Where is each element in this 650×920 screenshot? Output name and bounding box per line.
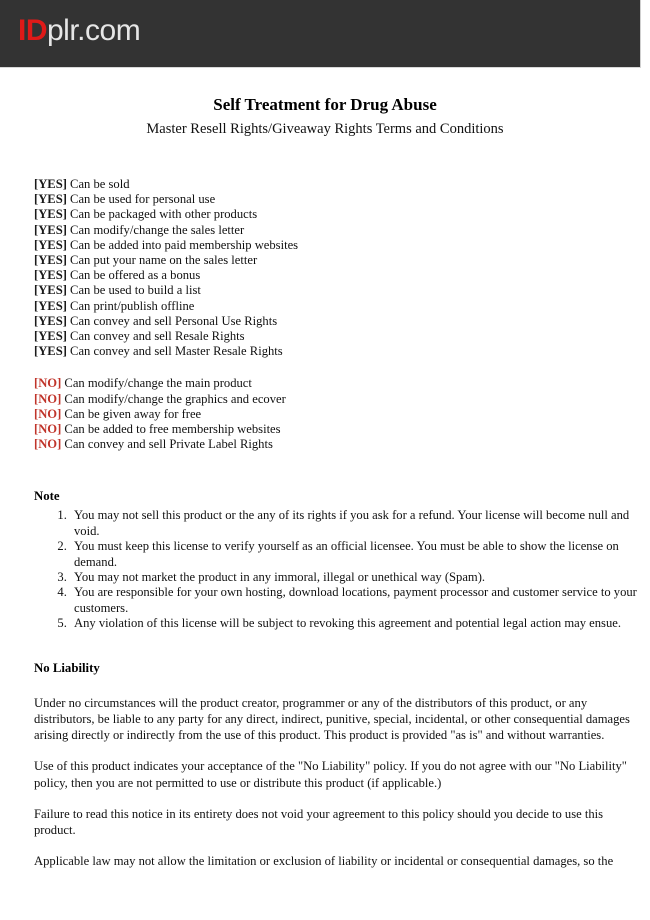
allowed-right-tag: [YES]	[34, 192, 67, 207]
page-title: Self Treatment for Drug Abuse	[213, 95, 437, 114]
liability-paragraph: Use of this product indicates your acceptance of the "No Liability" policy. If you do not agree with our "No Liability" policy, then you are not permitted to use or distribute this product (if applicable.)	[34, 759, 627, 790]
allowed-right-tag: [YES]	[34, 253, 67, 268]
allowed-right-item	[34, 314, 638, 329]
allowed-right-text: Can put your name on the sales letter	[66, 253, 258, 268]
title-block	[0, 94, 650, 139]
allowed-right-item	[34, 329, 638, 344]
liability-paragraph: Failure to read this notice in its entirety does not void your agreement to this policy should you decide to use this product.	[34, 806, 604, 837]
allowed-right-text: Can convey and sell Master Resale Rights	[66, 344, 283, 359]
liability-paragraph: Under no circumstances will the product creator, programmer or any of the distributors of this product, or any distributors, be liable to any party for any direct, indirect, punitive, special, incidental, or other consequential damages arising directly or indirectly from the use of this product. This product is provided "as is" and without warranties.	[34, 695, 630, 743]
prohibited-right-text: Can modify/change the graphics and ecover	[61, 391, 286, 406]
allowed-right-item	[34, 238, 638, 253]
logo-text-secondary: plr.com	[47, 14, 141, 47]
allowed-right-item	[34, 192, 638, 207]
allowed-right-tag: [YES]	[34, 344, 67, 359]
prohibited-right-text: Can modify/change the main product	[61, 376, 252, 391]
page-subtitle: Master Resell Rights/Giveaway Rights Terms and Conditions	[146, 121, 504, 137]
prohibited-right-item	[34, 376, 638, 391]
allowed-right-text: Can convey and sell Resale Rights	[66, 329, 245, 344]
allowed-right-text: Can be sold	[66, 177, 130, 191]
allowed-right-tag: [YES]	[34, 329, 67, 344]
allowed-right-tag: [YES]	[34, 298, 67, 313]
note-section	[34, 488, 638, 631]
allowed-right-text: Can be used to build a list	[66, 283, 201, 298]
allowed-right-item	[34, 207, 638, 222]
note-item: 4. You are responsible for your own hosting, download locations, payment processor and customer service to your customers.	[70, 585, 638, 616]
allowed-right-tag: [YES]	[34, 283, 67, 298]
allowed-right-text: Can print/publish offline	[66, 298, 195, 313]
note-heading: Note	[34, 489, 60, 504]
liability-section	[34, 660, 638, 870]
note-item: 2. You must keep this license to verify yourself as an official licensee. You must be able to show the license on demand.	[70, 539, 638, 570]
allowed-right-item	[34, 253, 638, 268]
allowed-right-item	[34, 268, 638, 283]
prohibited-right-tag: [NO]	[34, 437, 62, 452]
allowed-right-item	[34, 177, 638, 192]
prohibited-right-item	[34, 422, 638, 437]
prohibited-right-tag: [NO]	[34, 406, 62, 421]
allowed-right-tag: [YES]	[34, 207, 67, 222]
allowed-right-item	[34, 299, 638, 314]
allowed-right-tag: [YES]	[34, 222, 67, 237]
prohibited-right-item	[34, 437, 638, 452]
prohibited-right-item	[34, 407, 638, 422]
allowed-right-item	[34, 223, 638, 238]
allowed-right-text: Can be packaged with other products	[66, 207, 258, 222]
note-items-list	[34, 508, 638, 631]
prohibited-right-text: Can be added to free membership websites	[61, 422, 281, 437]
allowed-right-tag: [YES]	[34, 177, 67, 191]
prohibited-right-tag: [NO]	[34, 422, 62, 437]
note-item: 1. You may not sell this product or the any of its rights if you ask for a refund. Your license will become null and void.	[70, 508, 638, 539]
allowed-right-text: Can be added into paid membership websites	[66, 237, 299, 252]
allowed-right-text: Can convey and sell Personal Use Rights	[66, 313, 278, 328]
allowed-right-item	[34, 344, 638, 359]
site-logo[interactable]	[18, 15, 140, 47]
document-content	[0, 177, 650, 869]
prohibited-right-item	[34, 392, 638, 407]
prohibited-right-tag: [NO]	[34, 376, 62, 391]
logo-text-primary: ID	[18, 14, 47, 47]
note-item: 3. You may not market the product in any immoral, illegal or unethical way (Spam).	[70, 570, 638, 585]
prohibited-right-text: Can be given away for free	[61, 406, 202, 421]
allowed-rights-list	[34, 177, 638, 359]
prohibited-rights-list	[34, 376, 638, 452]
allowed-right-tag: [YES]	[34, 237, 67, 252]
allowed-right-tag: [YES]	[34, 268, 67, 283]
site-header	[0, 0, 641, 68]
prohibited-right-text: Can convey and sell Private Label Rights	[61, 437, 273, 452]
allowed-right-tag: [YES]	[34, 313, 67, 328]
liability-paragraph: Applicable law may not allow the limitation or exclusion of liability or incidental or consequential damages, so the	[34, 854, 614, 869]
prohibited-right-tag: [NO]	[34, 391, 62, 406]
note-item: 5. Any violation of this license will be subject to revoking this agreement and potential legal action may ensue.	[70, 616, 638, 631]
license-document	[0, 68, 650, 869]
allowed-right-text: Can modify/change the sales letter	[66, 222, 245, 237]
allowed-right-text: Can be used for personal use	[66, 192, 216, 207]
liability-heading: No Liability	[34, 660, 100, 675]
allowed-right-text: Can be offered as a bonus	[66, 268, 201, 283]
allowed-right-item	[34, 283, 638, 298]
